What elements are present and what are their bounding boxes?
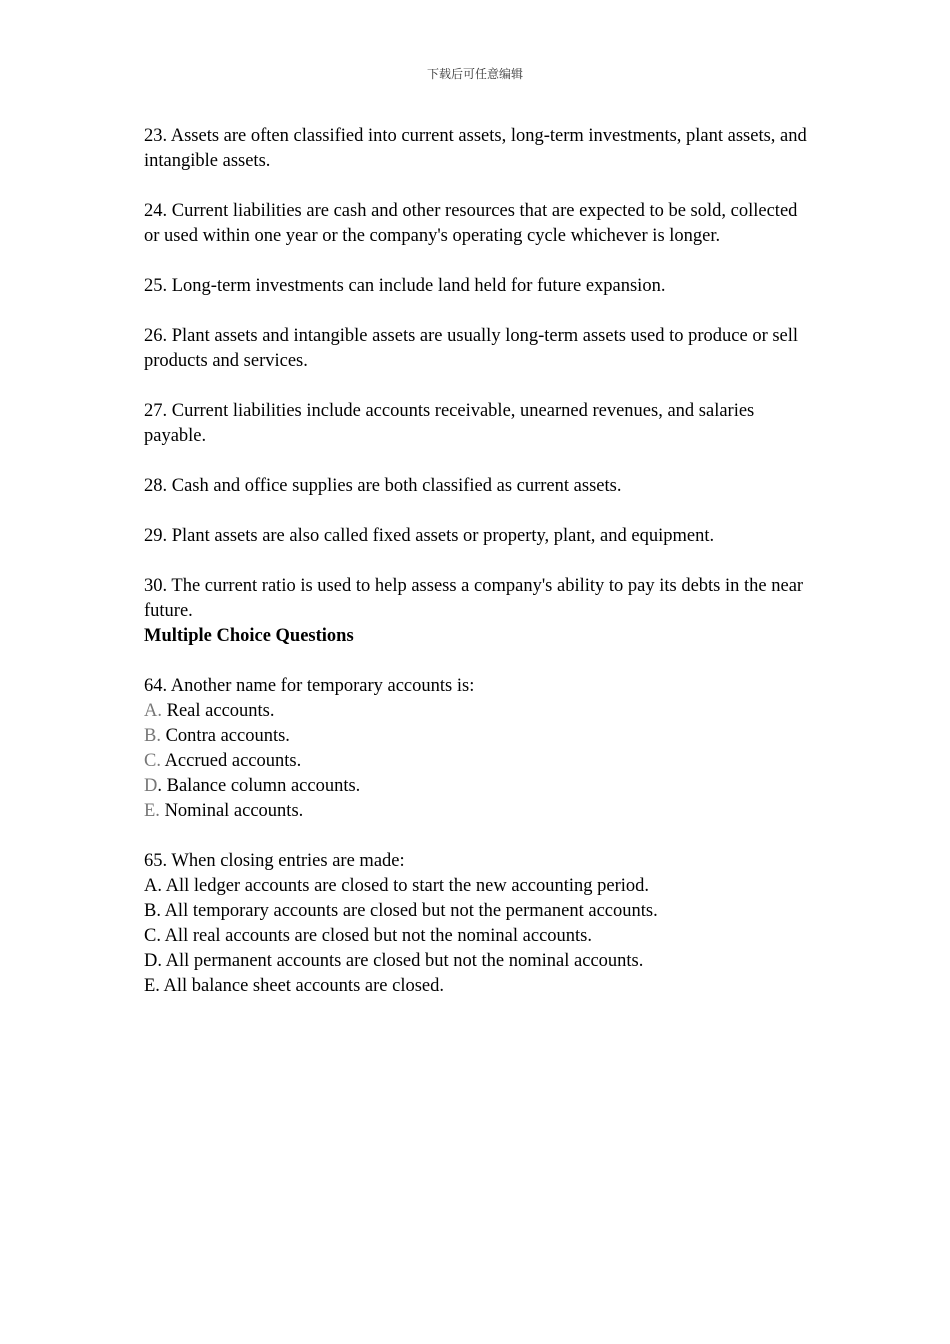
option-letter: B. [144, 726, 161, 746]
spacer [144, 249, 809, 274]
statement-26: 26. Plant assets and intangible assets are usually long-term assets used to produce or sell products and services. [144, 326, 799, 371]
question-65-option-c [144, 924, 809, 949]
statement-30: 30. The current ratio is used to help assess a company's ability to pay its debts in the near future. [144, 576, 804, 621]
option-letter: C. [144, 926, 161, 946]
option-letter: B. [144, 901, 161, 921]
option-text: Real accounts. [162, 701, 275, 721]
spacer [144, 374, 809, 399]
page-header: 下载后可任意编辑 [426, 67, 523, 81]
statement-25: 25. Long-term investments can include land held for future expansion. [144, 276, 666, 296]
document-body [144, 124, 809, 999]
spacer [144, 499, 809, 524]
option-text: Contra accounts. [160, 726, 290, 746]
question-65-option-a [144, 874, 809, 899]
statement-28: 28. Cash and office supplies are both classified as current assets. [144, 476, 622, 496]
question-64-option-e [144, 799, 809, 824]
statement-24: 24. Current liabilities are cash and other resources that are expected to be sold, collected or used within one year or the company's operating cycle whichever is longer. [144, 201, 798, 246]
question-65-option-b [144, 899, 809, 924]
statement-27: 27. Current liabilities include accounts receivable, unearned revenues, and salaries payable. [144, 401, 755, 446]
question-64-option-d [144, 774, 809, 799]
option-text: . Balance column accounts. [157, 776, 361, 796]
option-letter: D [144, 776, 158, 796]
statement-29: 29. Plant assets are also called fixed assets or property, plant, and equipment. [144, 526, 715, 546]
question-64-option-a [144, 699, 809, 724]
question-64-stem: 64. Another name for temporary accounts is: [144, 676, 475, 696]
option-letter: A. [144, 701, 162, 721]
spacer [144, 549, 809, 574]
spacer [144, 299, 809, 324]
option-text: All permanent accounts are closed but not the nominal accounts. [162, 951, 644, 971]
spacer [144, 449, 809, 474]
spacer [144, 824, 809, 849]
statement-23: 23. Assets are often classified into current assets, long-term investments, plant assets, and intangible assets. [144, 126, 807, 171]
option-letter: E. [144, 801, 160, 821]
question-65-option-d [144, 949, 809, 974]
question-65-option-e [144, 974, 809, 999]
option-letter: A. [144, 876, 162, 896]
option-letter: E. [144, 976, 160, 996]
question-64-option-c [144, 749, 809, 774]
question-65-stem: 65. When closing entries are made: [144, 851, 405, 871]
spacer [144, 174, 809, 199]
option-text: All real accounts are closed but not the nominal accounts. [160, 926, 592, 946]
spacer [144, 649, 809, 674]
option-text: Nominal accounts. [159, 801, 304, 821]
question-64-option-b [144, 724, 809, 749]
option-letter: D. [144, 951, 162, 971]
option-text: All temporary accounts are closed but not the permanent accounts. [160, 901, 658, 921]
option-text: Accrued accounts. [160, 751, 302, 771]
option-text: All ledger accounts are closed to start the new accounting period. [162, 876, 649, 896]
section-title: Multiple Choice Questions [144, 626, 354, 646]
option-text: All balance sheet accounts are closed. [159, 976, 444, 996]
option-letter: C. [144, 751, 161, 771]
